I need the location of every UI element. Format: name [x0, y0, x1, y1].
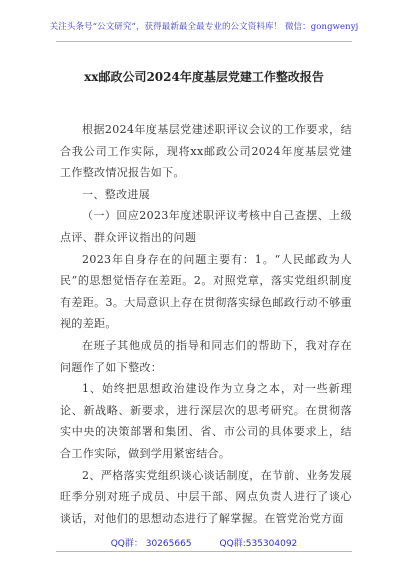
intro-paragraph: 根据2024年度基层党建述职评议会议的工作要求，结合我公司工作实际，现将xx邮政公司2024年度基层党建工作整改情况报告如下。	[60, 123, 352, 180]
footer-divider	[56, 551, 352, 552]
subsection-heading: （一）回应2023年度述职评议考核中自己查摆、上级点评、群众评议指出的问题	[60, 209, 352, 244]
section-heading: 一、整改进展	[82, 187, 151, 201]
body-paragraph: 2023年自身存在的问题主要有：1。“人民邮政为人民”的思想觉悟存在差距。2。对照党章，落实党组织制度有差距。3。大局意识上存在贯彻落实绿色邮政行动不够重视的差距。	[60, 252, 352, 331]
document-body	[60, 119, 352, 529]
document-title: xx邮政公司2024年度基层党建工作整改报告	[84, 70, 324, 84]
body-paragraph: 在班子其他成员的指导和同志们的帮助下，我对存在问题作了如下整改：	[60, 338, 352, 374]
body-paragraph: 2、严格落实党组织谈心谈话制度，在节前、业务发展旺季分别对班子成员、中层干部、网点负责人进行了谈心谈话，对他们的思想动态进行了解掌握。在管党治党方面	[60, 468, 352, 525]
body-paragraph: 1、始终把思想政治建设作为立身之本，对一些新理论、新战略、新要求，进行深层次的思考研究。在贯彻落实中央的决策部署和集团、省、市公司的具体要求上，结合工作实际，做到学用紧密结合。	[60, 382, 352, 460]
qq-group-2: QQ群:535304092	[219, 539, 298, 549]
header-divider	[56, 41, 352, 42]
footer-contact	[0, 536, 408, 549]
header-note: 关注头条号“公文研究”，获得最新最全最专业的公文资料库！ 微信：gongwenyj	[49, 22, 359, 32]
qq-group-1: QQ群： 30265665	[110, 539, 192, 549]
